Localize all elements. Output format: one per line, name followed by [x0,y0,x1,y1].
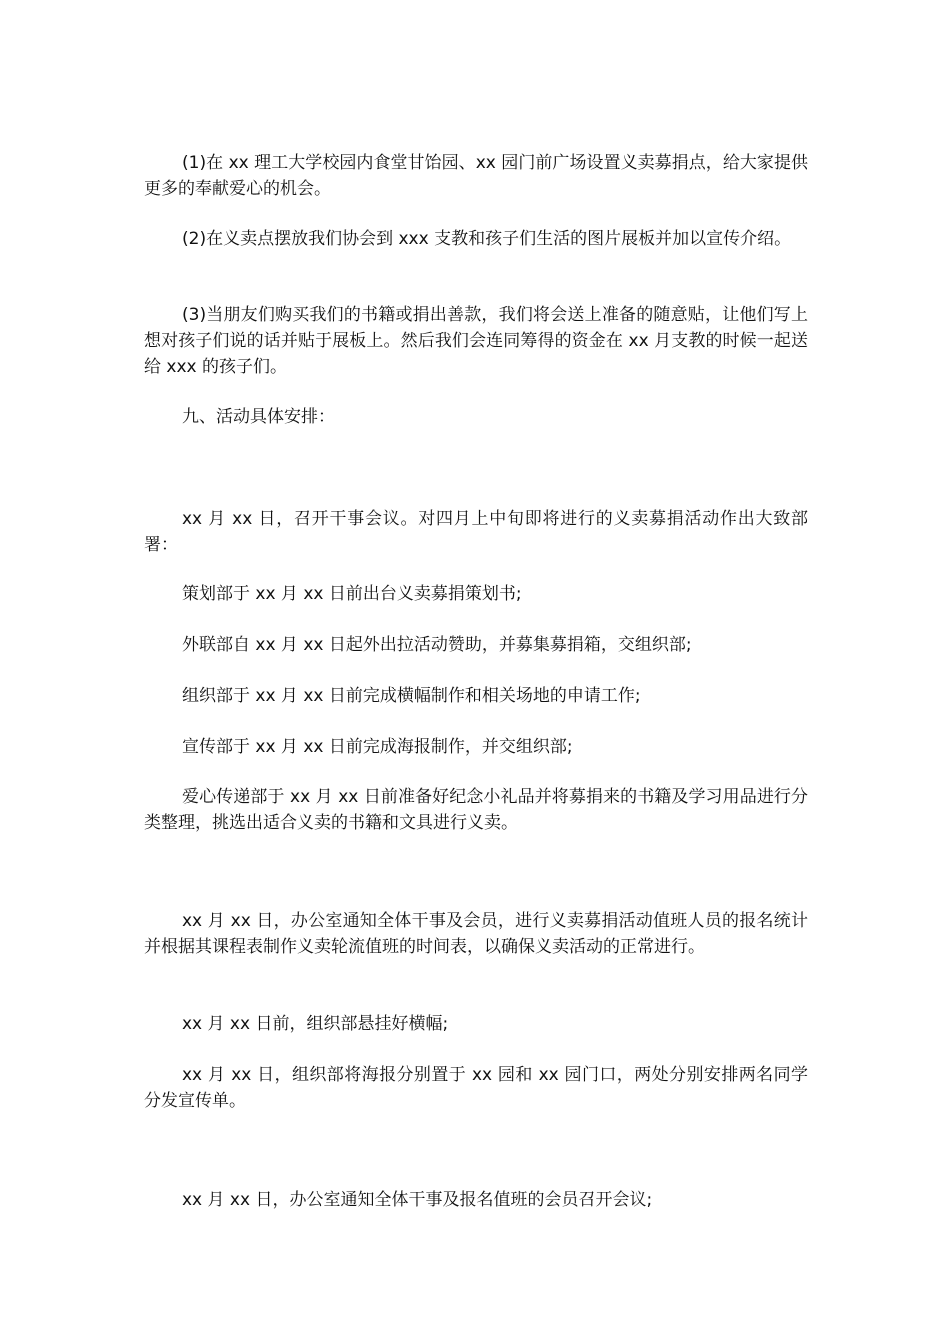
schedule-item-3: 外联部自 xx 月 xx 日起外出拉活动赞助，并募集募捐箱，交组织部; [182,635,692,655]
schedule-item-4: 组织部于 xx 月 xx 日前完成横幅制作和相关场地的申请工作; [182,686,641,706]
schedule-item-7: xx 月 xx 日，办公室通知全体干事及会员，进行义卖募捐活动值班人员的报名统计并根据其课程表制作义卖轮流值班的时间表，以确保义卖活动的正常进行。 [144,911,808,957]
section-heading: 九、活动具体安排： [182,407,335,427]
schedule-item-5: 宣传部于 xx 月 xx 日前完成海报制作，并交组织部; [182,737,573,757]
schedule-item-10: xx 月 xx 日，办公室通知全体干事及报名值班的会员召开会议; [182,1190,653,1210]
schedule-item-8: xx 月 xx 日前，组织部悬挂好横幅; [182,1014,449,1034]
paragraph-item-1: (1)在 xx 理工大学校园内食堂甘饴园、xx 园门前广场设置义卖募捐点，给大家提供更多的奉献爱心的机会。 [144,153,808,199]
schedule-item-1: xx 月 xx 日，召开干事会议。对四月上中旬即将进行的义卖募捐活动作出大致部署： [144,509,808,555]
paragraph-item-3: (3)当朋友们购买我们的书籍或捐出善款，我们将会送上准备的随意贴，让他们写上想对孩子们说的话并贴于展板上。然后我们会连同筹得的资金在 xx 月支教的时候一起送给 xxx 的孩子们。 [144,305,808,377]
schedule-item-6: 爱心传递部于 xx 月 xx 日前准备好纪念小礼品并将募捐来的书籍及学习用品进行分类整理，挑选出适合义卖的书籍和文具进行义卖。 [144,787,808,833]
schedule-item-2: 策划部于 xx 月 xx 日前出台义卖募捐策划书; [182,584,522,604]
schedule-item-9: xx 月 xx 日，组织部将海报分别置于 xx 园和 xx 园门口，两处分别安排两名同学分发宣传单。 [144,1065,808,1111]
paragraph-item-2: (2)在义卖点摆放我们协会到 xxx 支教和孩子们生活的图片展板并加以宣传介绍。 [182,229,792,249]
